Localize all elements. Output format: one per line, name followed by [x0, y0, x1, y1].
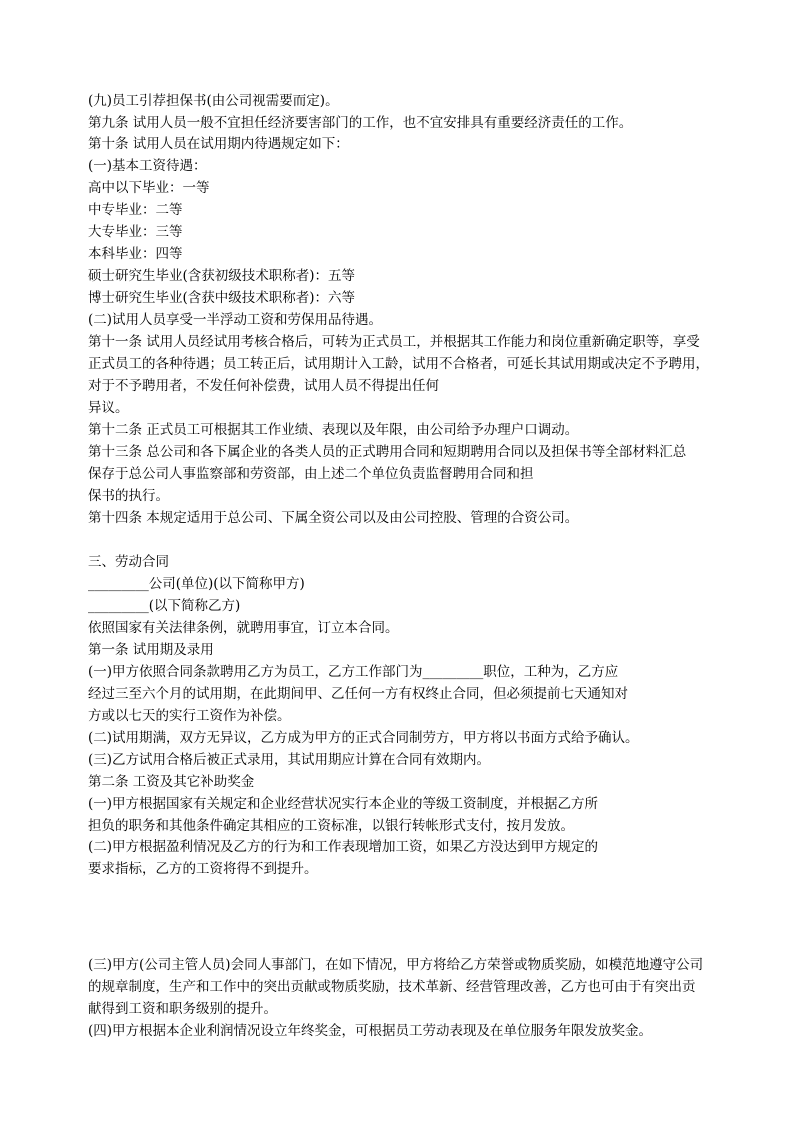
text-line: 保存于总公司人事监察部和劳资部，由上述二个单位负责监督聘用合同和担	[88, 466, 534, 482]
text-line: (二)甲方根据盈利情况及乙方的行为和工作表现增加工资，如果乙方没达到甲方规定的	[88, 839, 599, 855]
text-line: 第二条 工资及其它补助奖金	[88, 774, 255, 790]
text-line: (二)试用期满，双方无异议，乙方成为甲方的正式合同制劳方，甲方将以书面方式给予确认。	[88, 730, 639, 746]
text-line: 本科毕业：四等	[88, 246, 183, 262]
text-line: 保书的执行。	[88, 488, 169, 504]
text-line: _________(以下简称乙方)	[88, 598, 241, 614]
text-line: 博士研究生毕业(含获中级技术职称者)：六等	[88, 290, 356, 306]
text-line: (二)试用人员享受一半浮动工资和劳保用品待遇。	[88, 312, 383, 328]
text-line: _________公司(单位)(以下简称甲方)	[88, 576, 305, 592]
text-line: (三)乙方试用合格后被正式录用，其试用期应计算在合同有效期内。	[88, 752, 491, 768]
text-line: 第十二条 正式员工可根据其工作业绩、表现以及年限，由公司给予办理户口调动。	[88, 422, 579, 438]
text-line: (一)甲方依照合同条款聘用乙方为员工，乙方工作部门为_________职位，工种为，乙方应	[88, 664, 619, 680]
text-line: 第十一条 试用人员经试用考核合格后，可转为正式员工，并根据其工作能力和岗位重新确定职等，享受	[88, 334, 700, 350]
text-line: 异议。	[88, 400, 129, 416]
text-line: 献得到工资和职务级别的提升。	[88, 1001, 277, 1017]
text-line: (三)甲方(公司主管人员)会同人事部门，在如下情况，甲方将给乙方荣誉或物质奖励，如模范地遵守公司	[88, 957, 704, 973]
text-line: 第十三条 总公司和各下属企业的各类人员的正式聘用合同和短期聘用合同以及担保书等全部材料汇总	[88, 444, 687, 460]
text-line: 方或以七天的实行工资作为补偿。	[88, 708, 291, 724]
text-line: 经过三至六个月的试用期，在此期间甲、乙任何一方有权终止合同，但必须提前七天通知对	[88, 686, 628, 702]
text-line: 高中以下毕业：一等	[88, 180, 210, 196]
text-line: 中专毕业：二等	[88, 202, 183, 218]
text-line: (一)甲方根据国家有关规定和企业经营状况实行本企业的等级工资制度，并根据乙方所	[88, 796, 599, 812]
text-line: 硕士研究生毕业(含获初级技术职称者)：五等	[88, 268, 356, 284]
text-line: 大专毕业：三等	[88, 224, 183, 240]
text-line: 要求指标，乙方的工资将得不到提升。	[88, 861, 318, 877]
text-line: (一)基本工资待遇：	[88, 158, 207, 174]
text-line: 第一条 试用期及录用	[88, 642, 214, 658]
text-line: 正式员工的各种待遇；员工转正后，试用期计入工龄，试用不合格者，可延长其试用期或决定不予聘用，	[88, 356, 709, 372]
text-line: 依照国家有关法律条例，就聘用事宜，订立本合同。	[88, 620, 399, 636]
text-line: 第十条 试用人员在试用期内待遇规定如下：	[88, 136, 349, 152]
text-line: 第十四条 本规定适用于总公司、下属全资公司以及由公司控股、管理的合资公司。	[88, 510, 579, 526]
text-line: (九)员工引荐担保书(由公司视需要而定)。	[88, 93, 339, 109]
text-line: 担负的职务和其他条件确定其相应的工资标准，以银行转帐形式支付，按月发放。	[88, 818, 574, 834]
text-line: 第九条 试用人员一般不宜担任经济要害部门的工作，也不宜安排具有重要经济责任的工作。	[88, 115, 633, 131]
text-line: 对于不予聘用者，不发任何补偿费，试用人员不得提出任何	[88, 378, 439, 394]
section-heading: 三、劳动合同	[88, 554, 169, 570]
text-line: 的规章制度，生产和工作中的突出贡献或物质奖励，技术革新、经营管理改善，乙方也可由于有突出贡	[88, 979, 696, 995]
text-line: (四)甲方根据本企业利润情况设立年终奖金，可根据员工劳动表现及在单位服务年限发放奖金。	[88, 1023, 653, 1039]
